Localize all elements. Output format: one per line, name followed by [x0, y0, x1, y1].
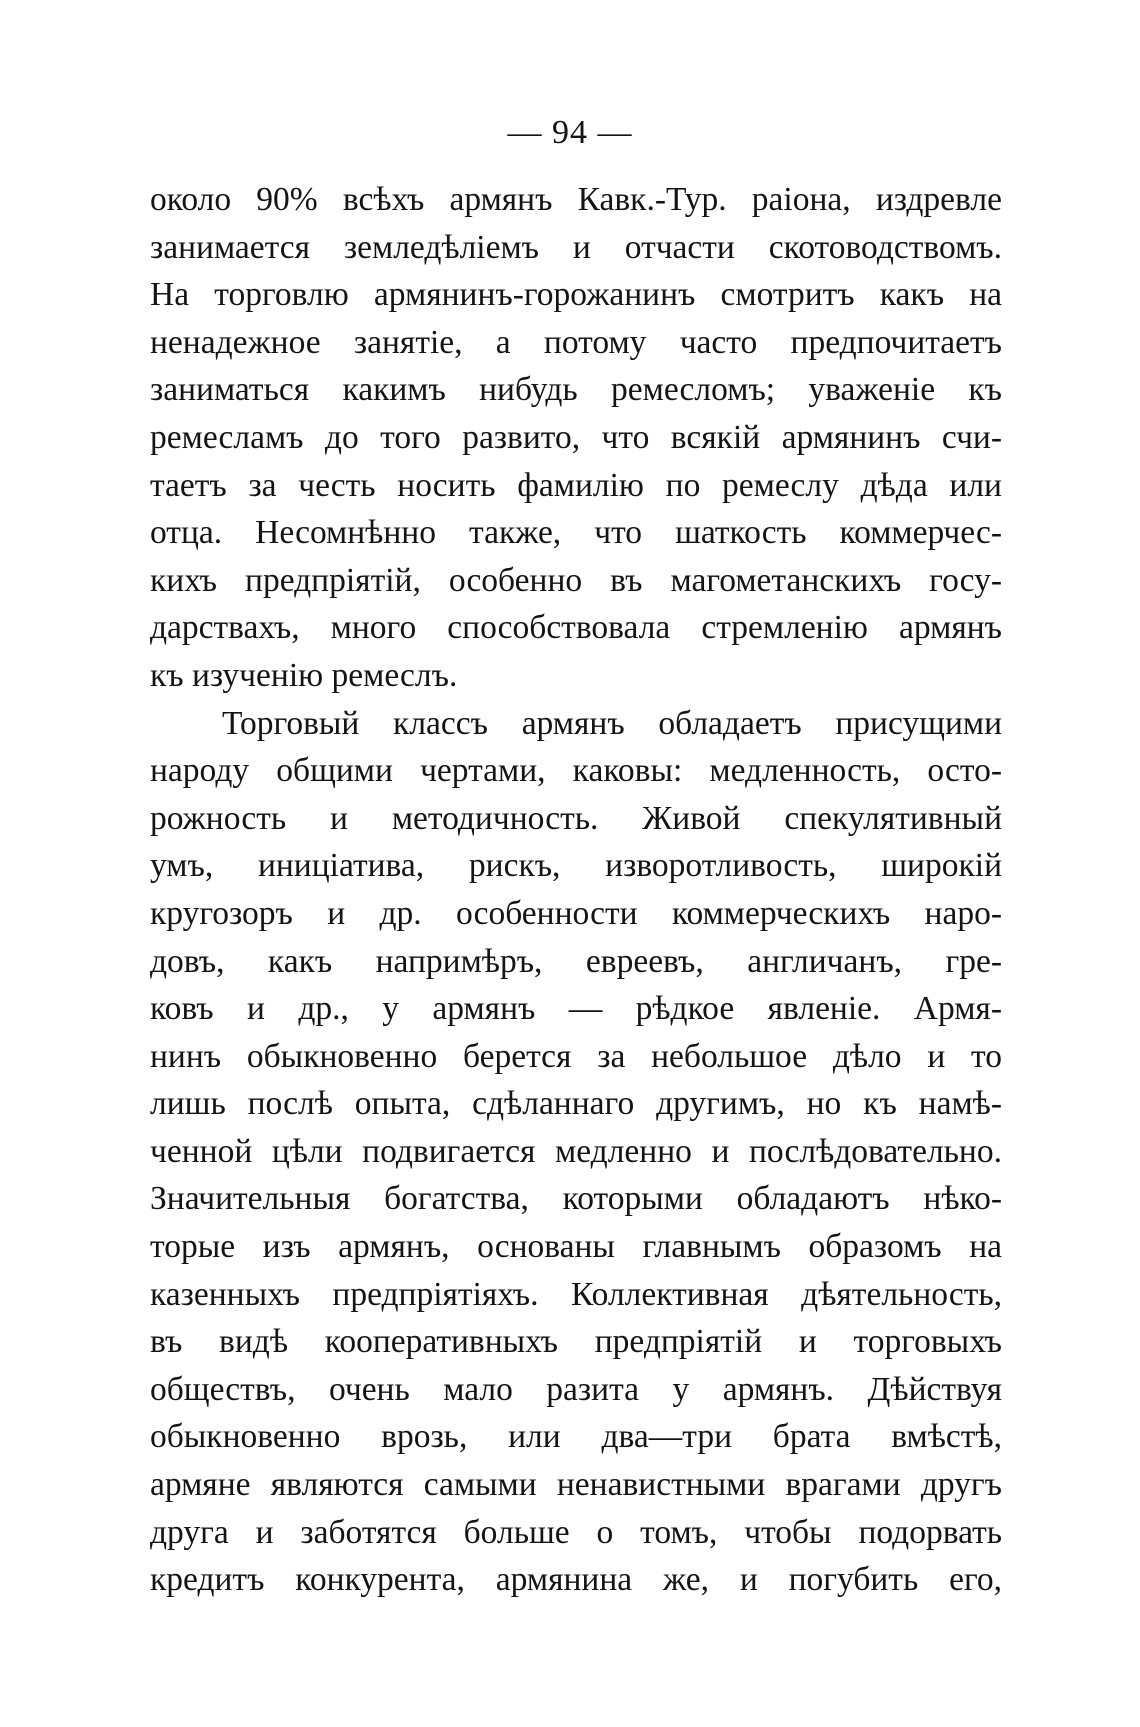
text-line: обществъ, очень мало разита у армянъ. Дѣйствуя [150, 1370, 1002, 1408]
text-line: къ изученію ремеслъ. [150, 656, 458, 694]
paragraph [150, 176, 1002, 700]
body-text [150, 176, 1002, 1604]
text-line: обыкновенно врозь, или два—три брата вмѣстѣ, [150, 1418, 1002, 1456]
text-line: около 90% всѣхъ армянъ Кавк.-Тур. раіона, издревле [150, 181, 1002, 218]
text-line: казенныхъ предпріятіяхъ. Коллективная дѣятельность, [150, 1275, 1002, 1313]
text-line: ченной цѣли подвигается медленно и послѣдовательно. [150, 1132, 1002, 1170]
text-line: таетъ за честь носить фамилію по ремеслу дѣда или [150, 466, 1002, 504]
paragraph [150, 700, 1002, 1604]
text-line: кругозоръ и др. особенности коммерческихъ наро- [150, 894, 1002, 932]
text-line: лишь послѣ опыта, сдѣланнаго другимъ, но къ намѣ- [150, 1085, 1002, 1123]
text-line: кихъ предпріятій, особенно въ магометанскихъ госу- [150, 561, 1002, 599]
text-line: занимается земледѣліемъ и отчасти скотоводствомъ. [150, 228, 1002, 266]
text-line: Значительныя богатства, которыми обладаютъ нѣко- [150, 1180, 1002, 1218]
text-line: друга и заботятся больше о томъ, чтобы подорвать [150, 1513, 1002, 1551]
text-line: торые изъ армянъ, основаны главнымъ образомъ на [150, 1228, 1002, 1266]
text-line: Торговый классъ армянъ обладаетъ присущими [222, 704, 1002, 742]
text-line: довъ, какъ напримѣръ, евреевъ, англичанъ, гре- [150, 942, 1002, 980]
text-line: отца. Несомнѣнно также, что шаткость коммерчес- [150, 514, 1002, 552]
text-line: дарствахъ, много способствовала стремленію армянъ [150, 609, 1002, 647]
text-line: заниматься какимъ нибудь ремесломъ; уваженіе къ [150, 371, 1002, 409]
text-line: ковъ и др., у армянъ — рѣдкое явленіе. Армя- [150, 990, 1002, 1028]
text-line: На торговлю армянинъ-горожанинъ смотритъ какъ на [150, 276, 1002, 314]
text-line: рожность и методичность. Живой спекулятивный [150, 799, 1002, 837]
text-line: кредитъ конкурента, армянина же, и погубить его, [150, 1561, 1002, 1599]
page-number: — 94 — [507, 114, 633, 151]
text-line: въ видѣ кооперативныхъ предпріятій и торговыхъ [150, 1323, 1002, 1361]
text-line: ремесламъ до того развито, что всякій армянинъ счи- [150, 418, 1002, 456]
text-line: ненадежное занятіе, а потому часто предпочитаетъ [150, 323, 1002, 361]
text-line: нинъ обыкновенно берется за небольшое дѣло и то [150, 1037, 1002, 1075]
text-line: умъ, иниціатива, рискъ, изворотливость, широкій [150, 847, 1002, 885]
text-line: армяне являются самыми ненавистными врагами другъ [150, 1466, 1002, 1504]
text-line: народу общими чертами, каковы: медленность, осто- [150, 752, 1002, 790]
